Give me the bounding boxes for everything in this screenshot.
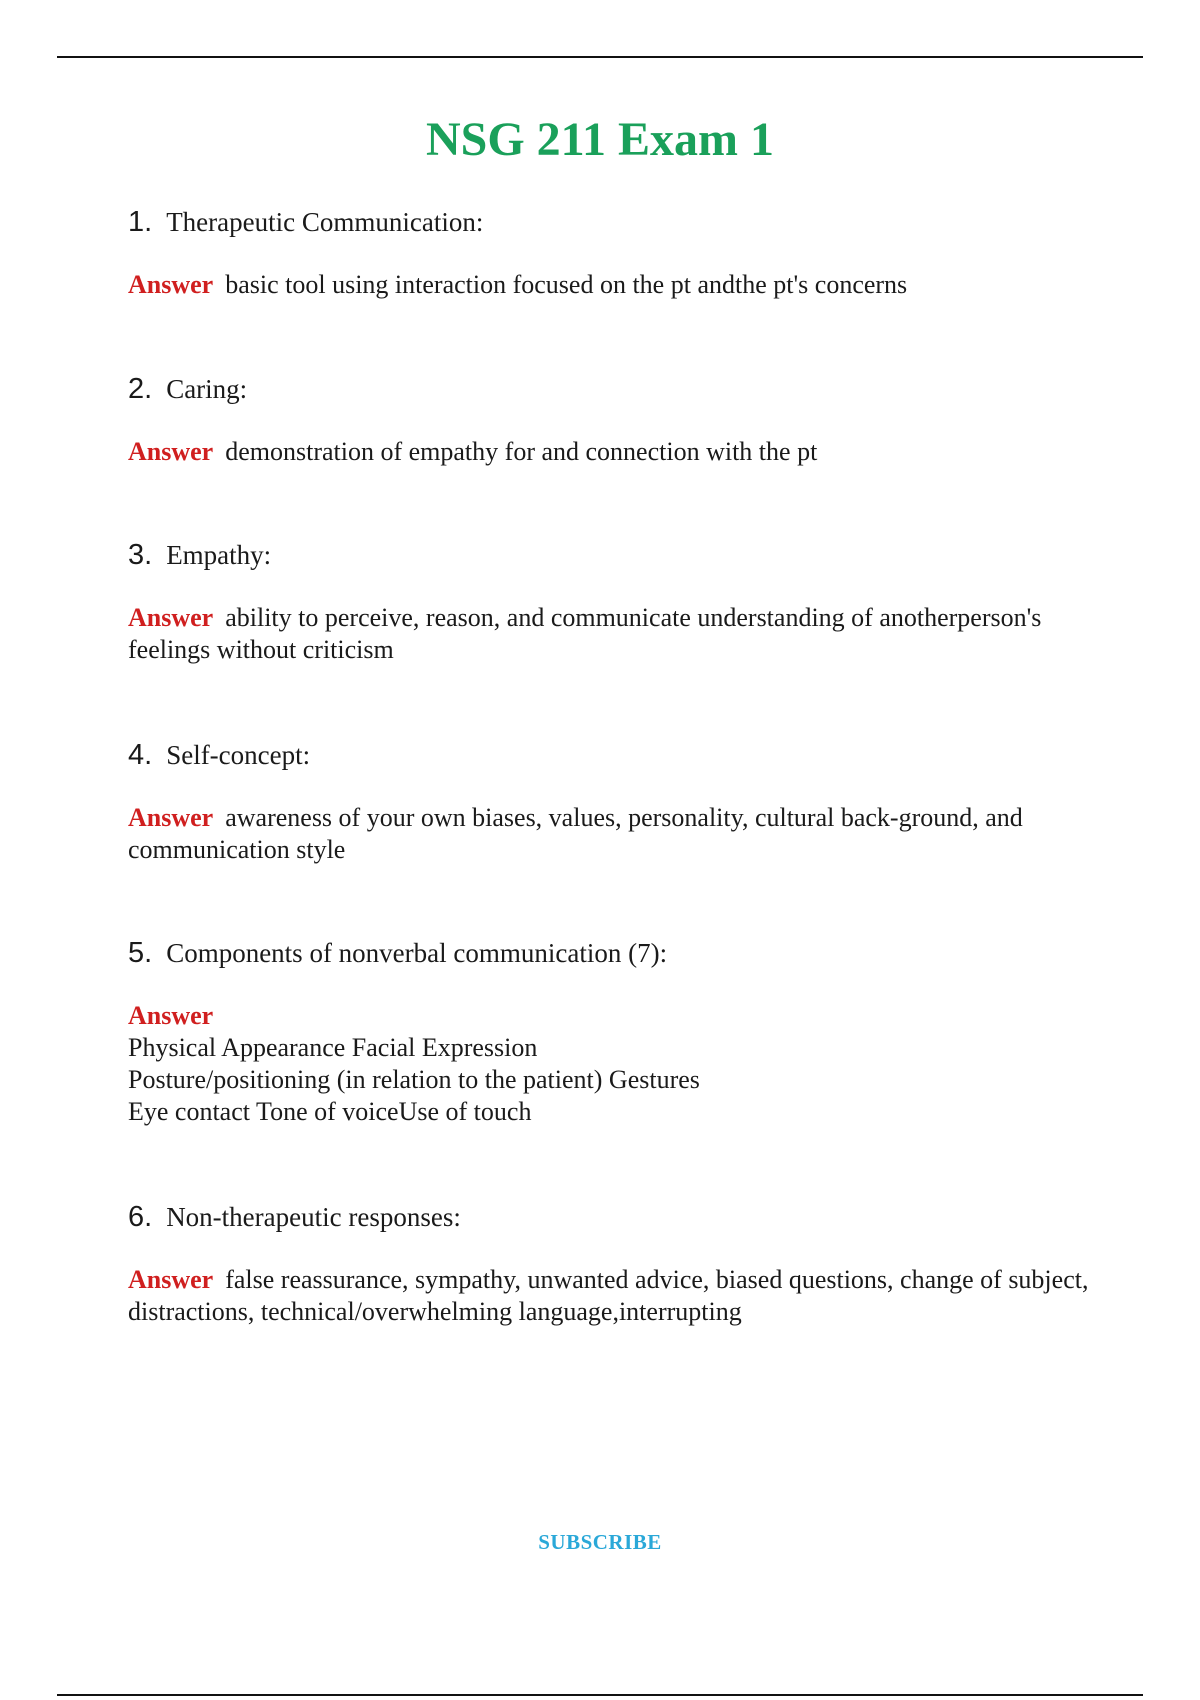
question-item-1 xyxy=(128,205,1108,301)
question-label: Self-concept: xyxy=(166,740,311,770)
answer-label: Answer xyxy=(128,1001,214,1030)
question-number: 2. xyxy=(128,373,153,405)
question-label: Therapeutic Communication: xyxy=(166,207,484,237)
question-number: 5. xyxy=(128,937,153,969)
question-text xyxy=(128,538,1108,572)
question-label: Caring: xyxy=(166,374,248,404)
answer-text xyxy=(128,602,1108,666)
answer-text xyxy=(128,1264,1108,1328)
question-number: 3. xyxy=(128,539,153,571)
page-title: NSG 211 Exam 1 xyxy=(425,113,775,166)
question-text xyxy=(128,1200,1108,1234)
answer-body: false reassurance, sympathy, unwanted advice, biased questions, change of subject, distractions, technical/overwhelming language,interrupting xyxy=(128,1265,1089,1326)
answer-body: demonstration of empathy for and connection with the pt xyxy=(225,437,818,466)
answer-body: ability to perceive, reason, and communicate understanding of anotherperson's feelings without criticism xyxy=(128,603,1042,664)
answer-line: Posture/positioning (in relation to the patient) Gestures xyxy=(128,1065,700,1094)
answer-line: Eye contact Tone of voiceUse of touch xyxy=(128,1097,532,1126)
answer-label: Answer xyxy=(128,270,214,299)
answer-text xyxy=(128,1000,1108,1128)
question-item-4 xyxy=(128,738,1108,866)
answer-text xyxy=(128,436,1108,468)
answer-label: Answer xyxy=(128,437,214,466)
answer-label: Answer xyxy=(128,603,214,632)
bottom-rule xyxy=(57,1694,1143,1696)
question-text xyxy=(128,205,1108,239)
question-text xyxy=(128,372,1108,406)
answer-text xyxy=(128,269,1108,301)
answer-line: Physical Appearance Facial Expression xyxy=(128,1033,538,1062)
question-text xyxy=(128,738,1108,772)
question-number: 4. xyxy=(128,739,153,771)
question-label: Non-therapeutic responses: xyxy=(166,1202,461,1232)
question-item-3 xyxy=(128,538,1108,666)
question-label: Empathy: xyxy=(166,540,272,570)
answer-body: basic tool using interaction focused on the pt andthe pt's concerns xyxy=(225,270,908,299)
question-item-6 xyxy=(128,1200,1108,1328)
answer-body: awareness of your own biases, values, personality, cultural back-ground, and communication style xyxy=(128,803,1023,864)
question-label: Components of nonverbal communication (7): xyxy=(166,938,668,968)
question-text xyxy=(128,936,1108,970)
answer-label: Answer xyxy=(128,803,214,832)
question-number: 6. xyxy=(128,1201,153,1233)
question-item-2 xyxy=(128,372,1108,468)
answer-label: Answer xyxy=(128,1265,214,1294)
subscribe-link[interactable]: SUBSCRIBE xyxy=(538,1530,662,1554)
question-item-5 xyxy=(128,936,1108,1128)
answer-text xyxy=(128,802,1108,866)
question-number: 1. xyxy=(128,206,153,238)
top-rule xyxy=(57,56,1143,58)
